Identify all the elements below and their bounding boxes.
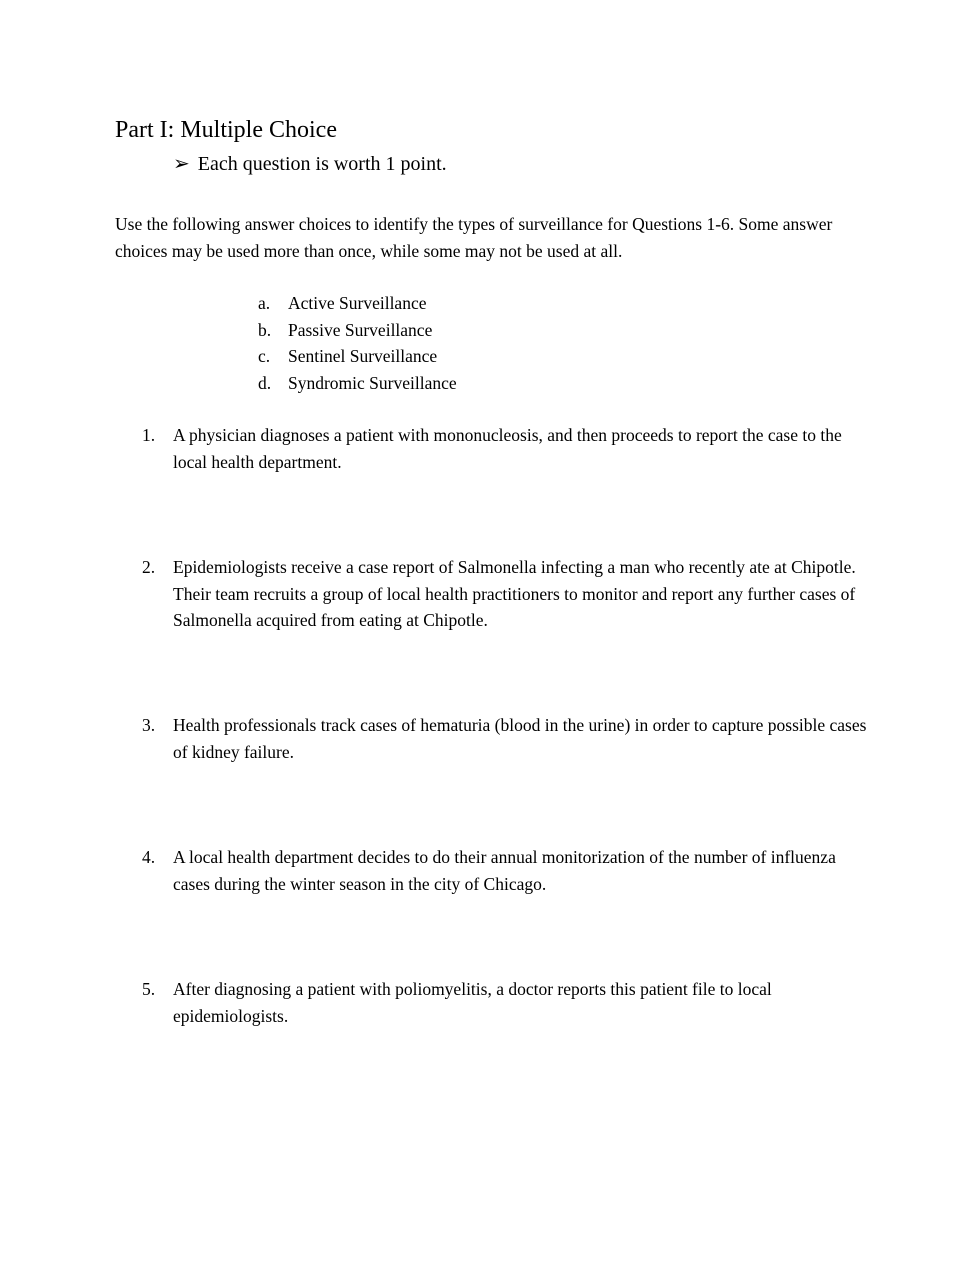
question-number: 2. — [142, 557, 156, 577]
choice-label: Passive Surveillance — [288, 319, 433, 340]
question-text: A local health department decides to do their annual monitorization of the number of influenza cases during the winter season in the city of Chicago. — [173, 847, 836, 894]
page-title: Part I: Multiple Choice — [115, 117, 337, 143]
choice-label: Active Surveillance — [288, 293, 427, 313]
answer-choice-b — [258, 317, 457, 344]
question-number: 1. — [142, 425, 156, 445]
question-number: 3. — [142, 715, 156, 735]
choice-letter: d. — [258, 372, 272, 393]
question-2 — [142, 554, 872, 634]
choice-label: Syndromic Surveillance — [288, 372, 457, 393]
answer-choice-c — [258, 343, 457, 370]
choice-letter: b. — [258, 319, 272, 340]
choice-label: Sentinel Surveillance — [288, 346, 438, 366]
question-3 — [142, 712, 872, 765]
answer-choice-a — [258, 290, 457, 317]
question-4 — [142, 844, 872, 897]
choice-letter: c. — [258, 346, 271, 366]
instructions-paragraph: Use the following answer choices to identify the types of surveillance for Questions 1-6. Some answer choices may be used more than once, while some may not be used at all. — [115, 214, 833, 261]
answer-choices-list — [258, 290, 457, 396]
points-note-text: Each question is worth 1 point. — [197, 153, 447, 175]
arrow-bullet-icon: ➢ — [173, 153, 190, 175]
question-text: After diagnosing a patient with poliomyelitis, a doctor reports this patient file to local epidemiologists. — [173, 979, 772, 1026]
choice-letter: a. — [258, 293, 271, 313]
question-text: Epidemiologists receive a case report of Salmonella infecting a man who recently ate at Chipotle. Their team recruits a group of local health practitioners to monitor and report any further cases of Salmonella acquired from eating at Chipotle. — [173, 557, 856, 630]
question-text: Health professionals track cases of hematuria (blood in the urine) in order to capture possible cases of kidney failure. — [173, 715, 867, 762]
question-number: 4. — [142, 847, 156, 867]
question-number: 5. — [142, 979, 156, 999]
question-1 — [142, 422, 872, 475]
question-text: A physician diagnoses a patient with mononucleosis, and then proceeds to report the case to the local health department. — [173, 425, 842, 472]
points-note — [173, 150, 447, 178]
question-5 — [142, 976, 872, 1029]
answer-choice-d — [258, 370, 457, 397]
